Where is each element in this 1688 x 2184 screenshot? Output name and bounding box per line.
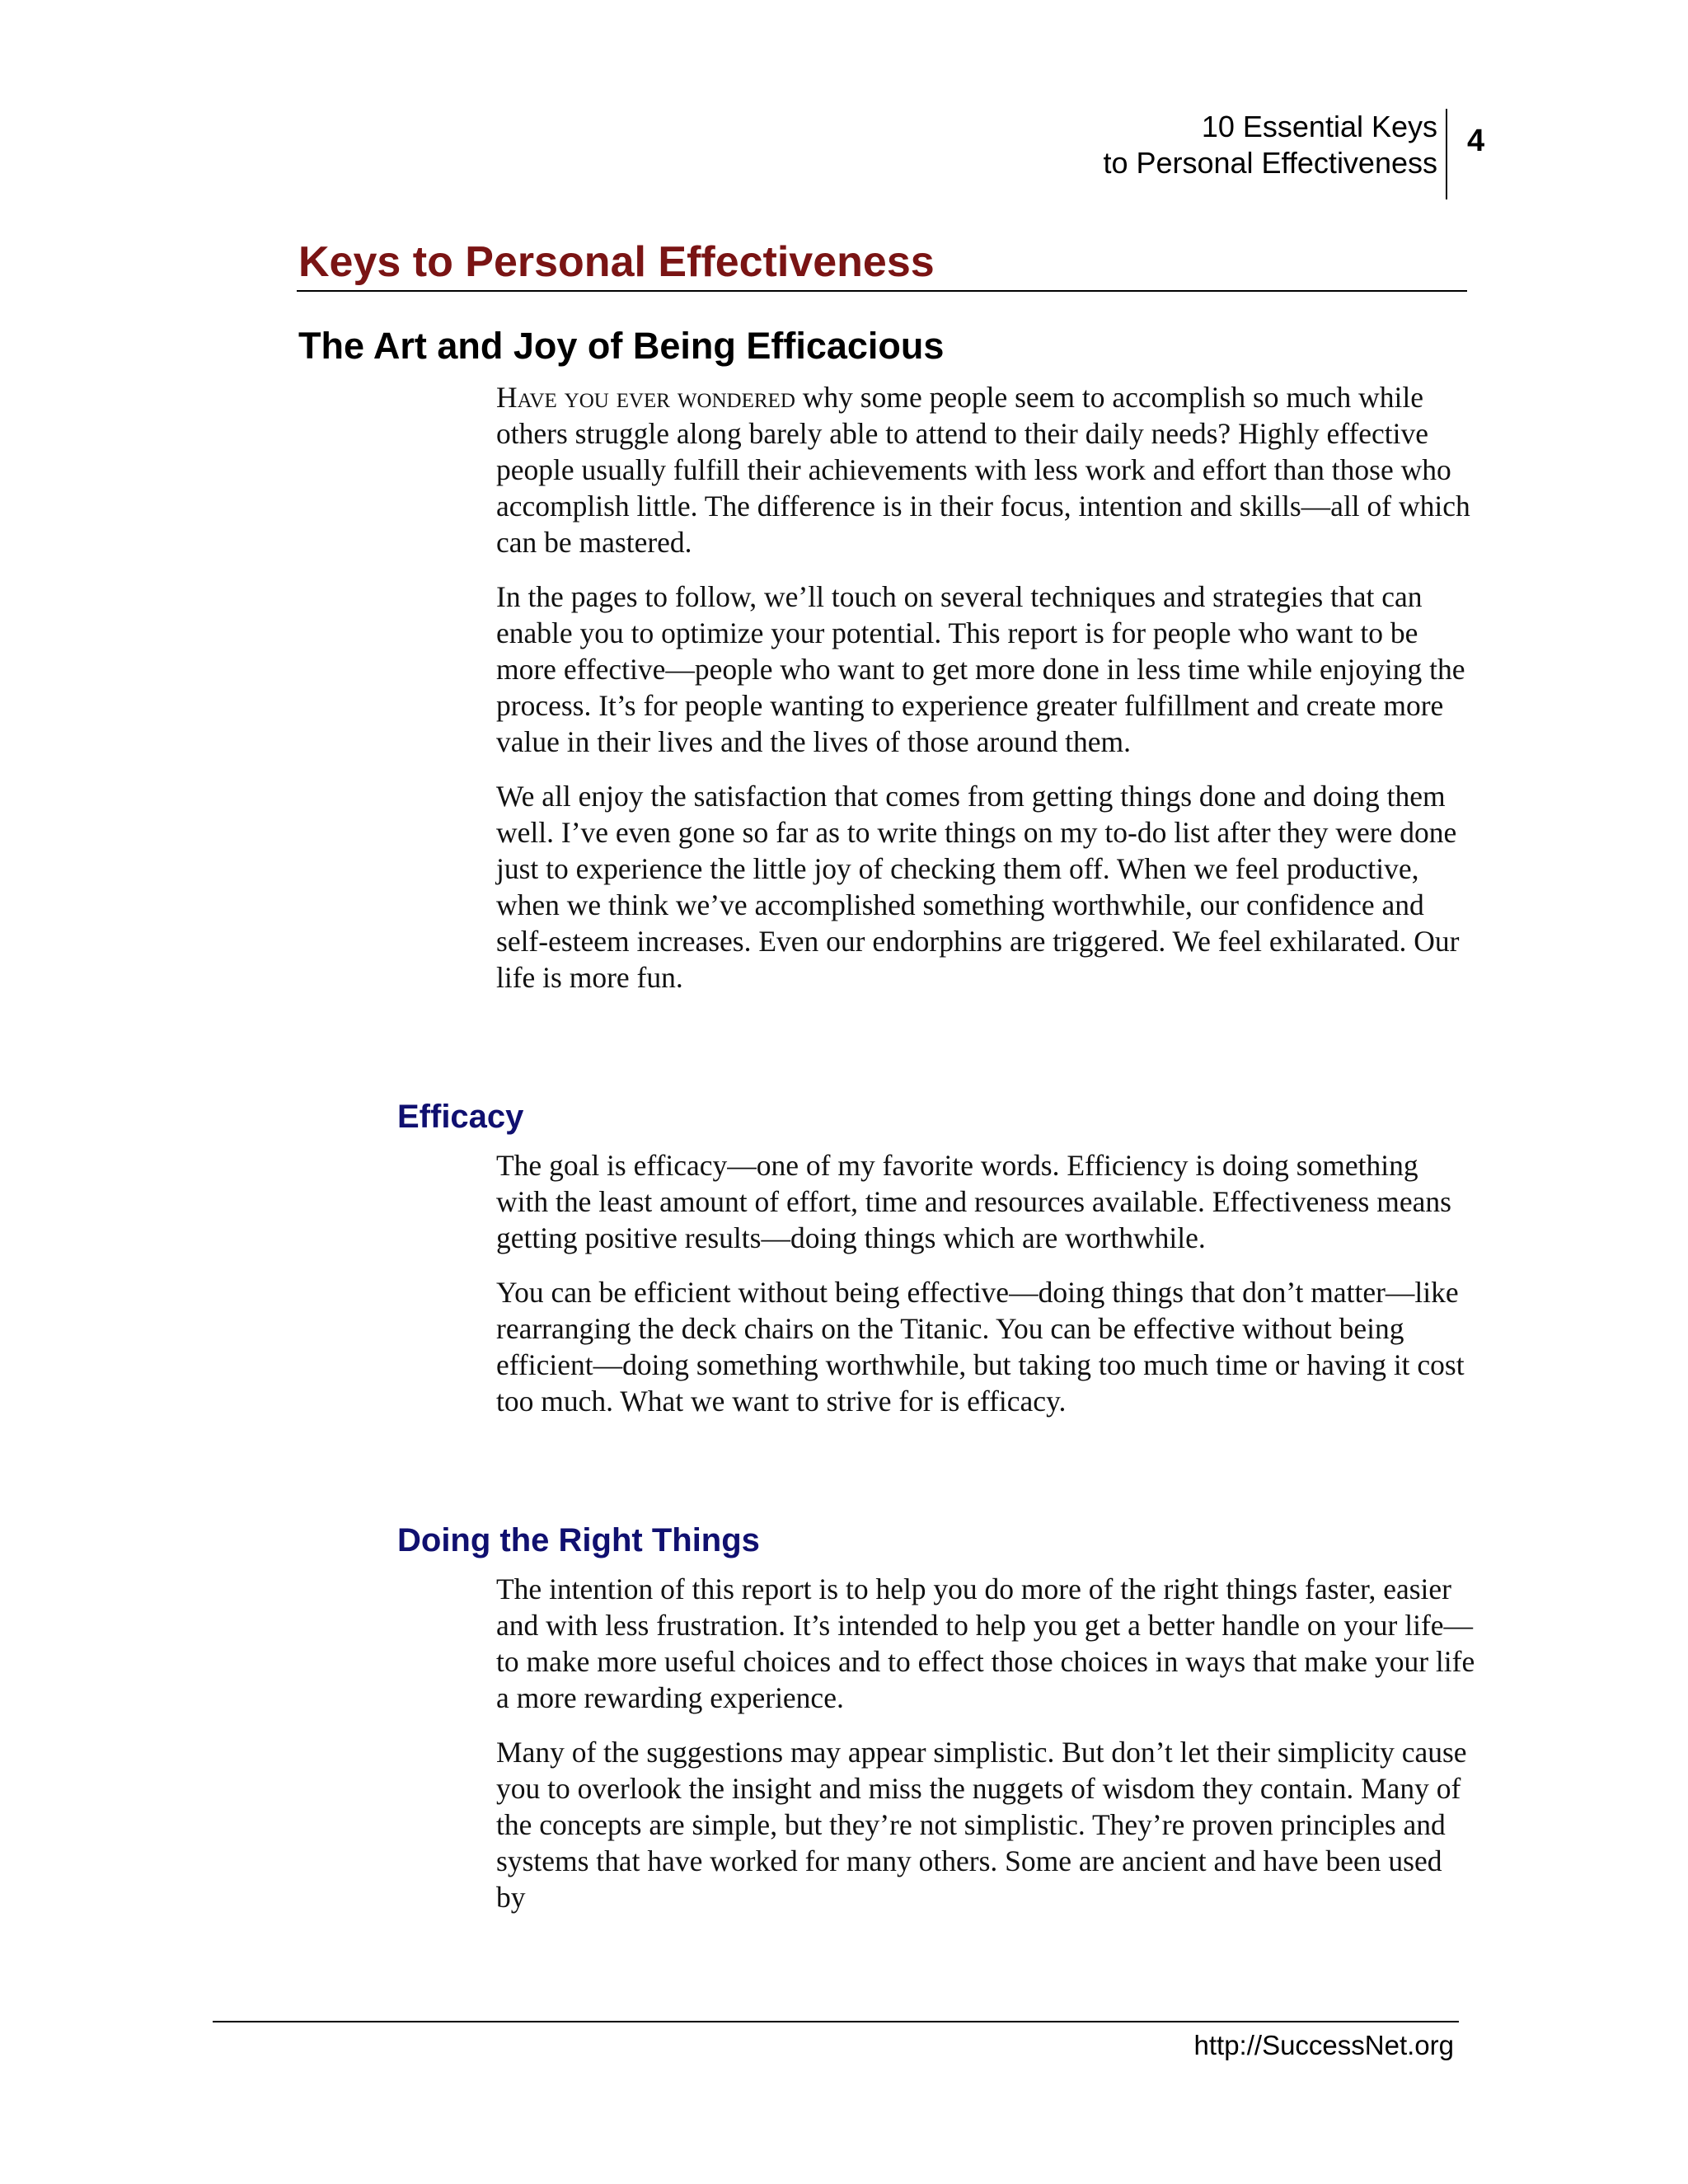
intro-paragraph-1-text: why some people seem to accomplish so much while others struggle along barely able to attend to their daily needs? Highly effective people usually fulfill their achievements with less work and effort than those who accomplish little. The difference is in their focus, intention and skills—all of which can be mastered. — [496, 381, 1470, 559]
chapter-title-rule — [297, 290, 1467, 292]
right-things-heading: Doing the Right Things — [397, 1522, 760, 1558]
intro-body — [496, 379, 1477, 1014]
intro-paragraph-1 — [496, 379, 1477, 560]
intro-paragraph-3: We all enjoy the satisfaction that comes from getting things done and doing them well. I’ve even gone so far as to write things on my to-do list after they were done just to experience the little joy of checking them off. When we feel productive, when we think we’ve accomplished something worthwhile, our confidence and self-esteem increases. Even our endorphins are triggered. We feel exhilarated. Our life is more fun. — [496, 780, 1460, 994]
footer-url: http://SuccessNet.org — [1193, 2030, 1454, 2060]
footer-rule — [213, 2021, 1459, 2022]
header-divider — [1446, 109, 1447, 199]
efficacy-paragraph-2: You can be efficient without being effective—doing things that don’t matter—like rearranging the deck chairs on the Titanic. You can be effective without being efficient—doing something worthwhile, but taking too much time or having it cost too much. What we want to strive for is efficacy. — [496, 1276, 1465, 1418]
efficacy-body — [496, 1147, 1477, 1437]
right-things-paragraph-1: The intention of this report is to help you do more of the right things faster, easier and with less frustration. It’s intended to help you get a better handle on your life—to make more useful choices and to effect those choices in ways that make your life a more rewarding experience. — [496, 1572, 1475, 1714]
running-header-line-1: 10 Essential Keys — [1201, 110, 1437, 143]
running-header-line-2: to Personal Effectiveness — [1103, 146, 1437, 180]
running-header — [860, 109, 1437, 181]
intro-paragraph-2: In the pages to follow, we’ll touch on several techniques and strategies that can enable you to optimize your potential. This report is for people who want to be more effective—people who want to get more done in less time while enjoying the process. It’s for people wanting to experience greater fulfillment and create more value in their lives and the lives of those around them. — [496, 580, 1465, 758]
chapter-title: Keys to Personal Effectiveness — [298, 238, 935, 286]
right-things-paragraph-2: Many of the suggestions may appear simplistic. But don’t let their simplicity cause you to overlook the insight and miss the nuggets of wisdom they contain. Many of the concepts are simple, but they’re not simplistic. They’re proven principles and systems that have worked for many others. Some are ancient and have been used by — [496, 1736, 1467, 1914]
section-title: The Art and Joy of Being Efficacious — [298, 325, 945, 367]
efficacy-heading: Efficacy — [397, 1099, 524, 1135]
efficacy-paragraph-1: The goal is efficacy—one of my favorite words. Efficiency is doing something with the least amount of effort, time and resources available. Effectiveness means getting positive results—doing things which are worthwhile. — [496, 1149, 1451, 1254]
intro-lead-in: Have you ever wondered — [496, 381, 795, 414]
right-things-body — [496, 1571, 1477, 1933]
page-number: 4 — [1467, 124, 1485, 158]
